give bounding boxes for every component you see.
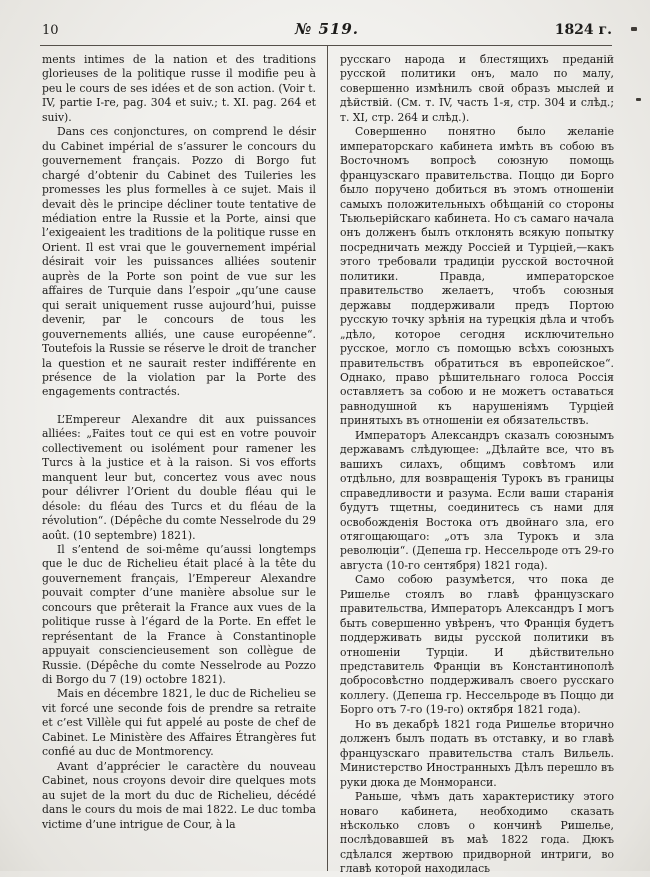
paragraph: Но въ декабрѣ 1821 года Ришелье вторично долженъ былъ подать въ отставку, и во главѣ французскаго правительства сталъ Вильель. Министерство Иностранныхъ Дѣлъ перешло въ руки дюка де Монморанси.: [340, 717, 614, 789]
page-header: [0, 0, 650, 45]
issue-number: № 519.: [294, 20, 360, 38]
scan-speck: [636, 98, 641, 101]
year-label: 1824 г.: [554, 22, 612, 38]
paragraph: Il s’entend de soi-même qu’aussi longtemps que le duc de Richelieu était placé à la tête du gouvernement français, l’Empereur Alexandre pouvait compter d’une manière absolue sur le concours que prêterait la France aux vues de la politique russe à l’égard de la Porte. En effet le représentant de la France à Constantinople appuyait consciencieusement son collègue de Russie. (Dépêche du comte Nesselrode au Pozzo di Borgo du 7 (19) octobre 1821).: [42, 542, 316, 687]
left-column-french: [0, 46, 327, 871]
paragraph: Dans ces conjonctures, on comprend le désir du Cabinet impérial de s’assurer le concours du gouvernement français. Pozzo di Borgo fut chargé d’obtenir du Cabinet des Tuileries les promesses les plus formelles à ce sujet. Mais il devait dès le principe décliner toute tentative de médiation entre la Russie et la Porte, ainsi que l’exigeaient les traditions de la politique russe en Orient. Il est vrai que le gouvernement impérial désirait voir les puissances alliées soutenir auprès de la Porte son point de vue sur les affaires de Turquie dans l’espoir „qu’une cause qui serait uniquement russe aujourd’hui, puisse devenir, par le concours de tous les gouvernements alliés, une cause européenne“. Toutefois la Russie se réserve le droit de trancher la question et ne saurait rester indifférente en présence de la violation par la Porte des engagements contractés.: [42, 125, 316, 399]
paragraph: Совершенно понятно было желаніе императорскаго кабинета имѣть въ собою въ Восточномъ вопросѣ союзную помощь французскаго правительства. Поццо ди Борго было поручено добиться въ этомъ отношеніи самыхъ положительныхъ обѣщаній со стороны Тьюльерійскаго кабинета. Но съ самаго начала онъ долженъ былъ отклонять всякую попытку посредничать между Россіей и Турціей,—какъ этого требовали традиціи русской восточной политики. Правда, императорское правительство желаетъ, чтобъ союзныя державы поддерживали предъ Портою русскую точку зрѣнія на турецкія дѣла и чтобъ „дѣло, которое сегодня исключительно русское, могло съ помощью всѣхъ союзныхъ правительствъ обратиться въ европейское“. Однако, право рѣшительнаго голоса Россія оставляетъ за собою и не можетъ оставаться равнодушной къ нарушеніямъ Турціей принятыхъ въ отношеніи ея обязательствъ.: [340, 125, 614, 428]
paragraph: L’Empereur Alexandre dit aux puissances alliées: „Faites tout ce qui est en votre pouvoir collectivement ou isolément pour ramener les Turcs à la justice et à la raison. Si vos efforts manquent leur but, concertez vous avec nous pour délivrer l’Orient du double fléau qui le désole: du fléau des Turcs et du fléau de la révolution“. (Dépêche du comte Nesselrode du 29 août. (10 septembre) 1821).: [42, 412, 317, 542]
scan-speck: [631, 27, 637, 31]
paragraph: Mais en décembre 1821, le duc de Richelieu se vit forcé une seconde fois de prendre sa retraite et c’est Villèle qui fut appelé au poste de chef de Cabinet. Le Ministère des Affaires Étrangères fut confié au duc de Montmorency.: [42, 687, 316, 759]
paragraph: Раньше, чѣмъ дать характеристику этого новаго кабинета, необходимо сказать нѣсколько словъ о кончинѣ Ришелье, послѣдовавшей въ маѣ 1822 года. Дюкъ сдѣлался жертвою придворной интриги, во главѣ которой находилась: [340, 790, 614, 876]
right-column-russian: [328, 46, 650, 876]
paragraph: Avant d’apprécier le caractère du nouveau Cabinet, nous croyons devoir dire quelques mots au sujet de la mort du duc de Richelieu, décédé dans le cours du mois de mai 1822. Le duc tomba victime d’une intrigue de Cour, à la: [42, 759, 316, 831]
paragraph: ments intimes de la nation et des traditions glorieuses de la politique russe il modifie peu à peu le cours de ses idées et de son action. (Voir t. IV, partie I-re, pag. 304 et suiv.; t. XI. pag. 264 et suiv).: [42, 53, 316, 124]
paragraph: Императоръ Александръ сказалъ союзнымъ державамъ слѣдующее: „Дѣлайте все, что въ вашихъ силахъ, общимъ совѣтомъ или отдѣльно, для возвращенія Турокъ въ границы справедливости и разума. Если ваши старанія будутъ тщетны, соединитесь съ нами для освобожденія Востока отъ двойнаго зла, его отягощающаго: „отъ зла Турокъ и зла революціи“. (Депеша гр. Нессельроде отъ 29-го августа (10-го сентября) 1821 года).: [340, 428, 614, 572]
page-number: 10: [42, 23, 59, 38]
paragraph: Само собою разумѣется, что пока де Ришелье стоялъ во главѣ французскаго правительства, Императоръ Александръ I могъ быть совершенно увѣренъ, что Франція будетъ поддерживать виды русской политики въ отношеніи Турціи. И дѣйствительно представитель Франціи въ Константинополѣ добросовѣстно поддерживалъ своего русскаго коллегу. (Депеша гр. Нессельроде въ Поццо ди Борго отъ 7-го (19-го) октября 1821 года).: [340, 573, 614, 717]
text-columns: [0, 46, 650, 876]
paragraph: русскаго народа и блестящихъ преданій русской политики онъ, мало по малу, совершенно измѣнилъ свой образъ мыслей и дѣйствій. (См. т. IV, часть 1-я, стр. 304 и слѣд.; т. XI, стр. 264 и слѣд.).: [340, 53, 614, 124]
